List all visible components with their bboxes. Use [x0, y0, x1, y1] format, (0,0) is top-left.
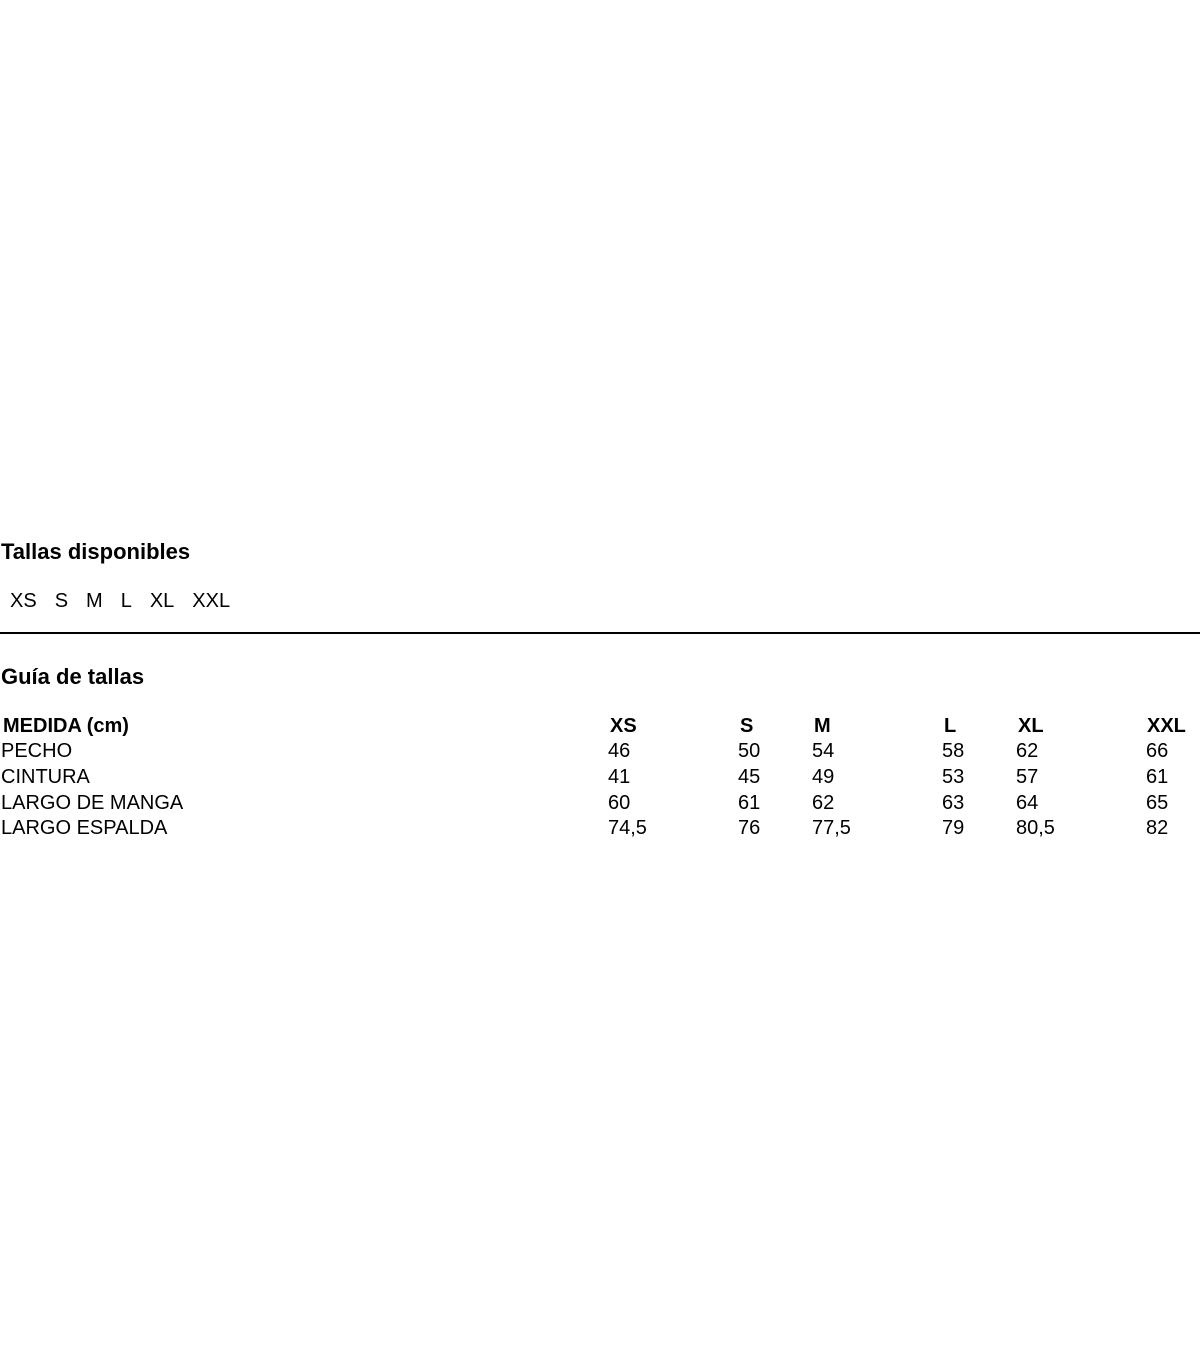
cell-value: 41	[608, 765, 631, 788]
size-option-xl[interactable]: XL	[149, 590, 175, 612]
cell-value: 80,5	[1016, 817, 1055, 840]
header-m: M	[814, 714, 831, 737]
cell-value: 50	[738, 740, 761, 763]
header-s: S	[740, 714, 754, 737]
cell-value: 62	[812, 791, 835, 814]
cell-value: 76	[738, 817, 761, 840]
table-header-row	[0, 713, 1200, 739]
cell-value: 61	[1146, 765, 1169, 788]
section-divider	[0, 632, 1200, 634]
cell-value: 57	[1016, 765, 1039, 788]
available-sizes-title: Tallas disponibles	[1, 539, 191, 564]
cell-value: 77,5	[812, 817, 851, 840]
size-options-list	[10, 589, 230, 613]
cell-value: 65	[1146, 791, 1169, 814]
size-guide-title: Guía de tallas	[1, 664, 145, 689]
size-option-m[interactable]: M	[86, 590, 103, 612]
cell-value: 54	[812, 740, 835, 763]
size-option-xxl[interactable]: XXL	[192, 590, 231, 612]
header-measure: MEDIDA (cm)	[3, 714, 129, 737]
row-label: LARGO ESPALDA	[1, 817, 168, 840]
header-xs: XS	[610, 714, 637, 737]
cell-value: 49	[812, 765, 835, 788]
table-row	[0, 764, 1200, 790]
header-xxl: XXL	[1147, 714, 1186, 737]
table-row	[0, 815, 1200, 841]
table-row	[0, 739, 1200, 765]
header-l: L	[944, 714, 957, 737]
size-guide-table	[0, 713, 1200, 841]
cell-value: 74,5	[608, 817, 647, 840]
cell-value: 58	[942, 740, 965, 763]
cell-value: 60	[608, 791, 631, 814]
row-label: PECHO	[1, 740, 73, 763]
size-option-s[interactable]: S	[54, 590, 69, 612]
cell-value: 61	[738, 791, 761, 814]
table-row	[0, 790, 1200, 816]
row-label: CINTURA	[1, 765, 90, 788]
cell-value: 64	[1016, 791, 1039, 814]
size-option-l[interactable]: L	[120, 590, 132, 612]
cell-value: 66	[1146, 740, 1169, 763]
cell-value: 82	[1146, 817, 1169, 840]
cell-value: 53	[942, 765, 965, 788]
cell-value: 62	[1016, 740, 1039, 763]
cell-value: 79	[942, 817, 965, 840]
cell-value: 45	[738, 765, 761, 788]
header-xl: XL	[1018, 714, 1044, 737]
row-label: LARGO DE MANGA	[1, 791, 184, 814]
cell-value: 63	[942, 791, 965, 814]
size-option-xs[interactable]: XS	[10, 590, 37, 612]
cell-value: 46	[608, 740, 631, 763]
